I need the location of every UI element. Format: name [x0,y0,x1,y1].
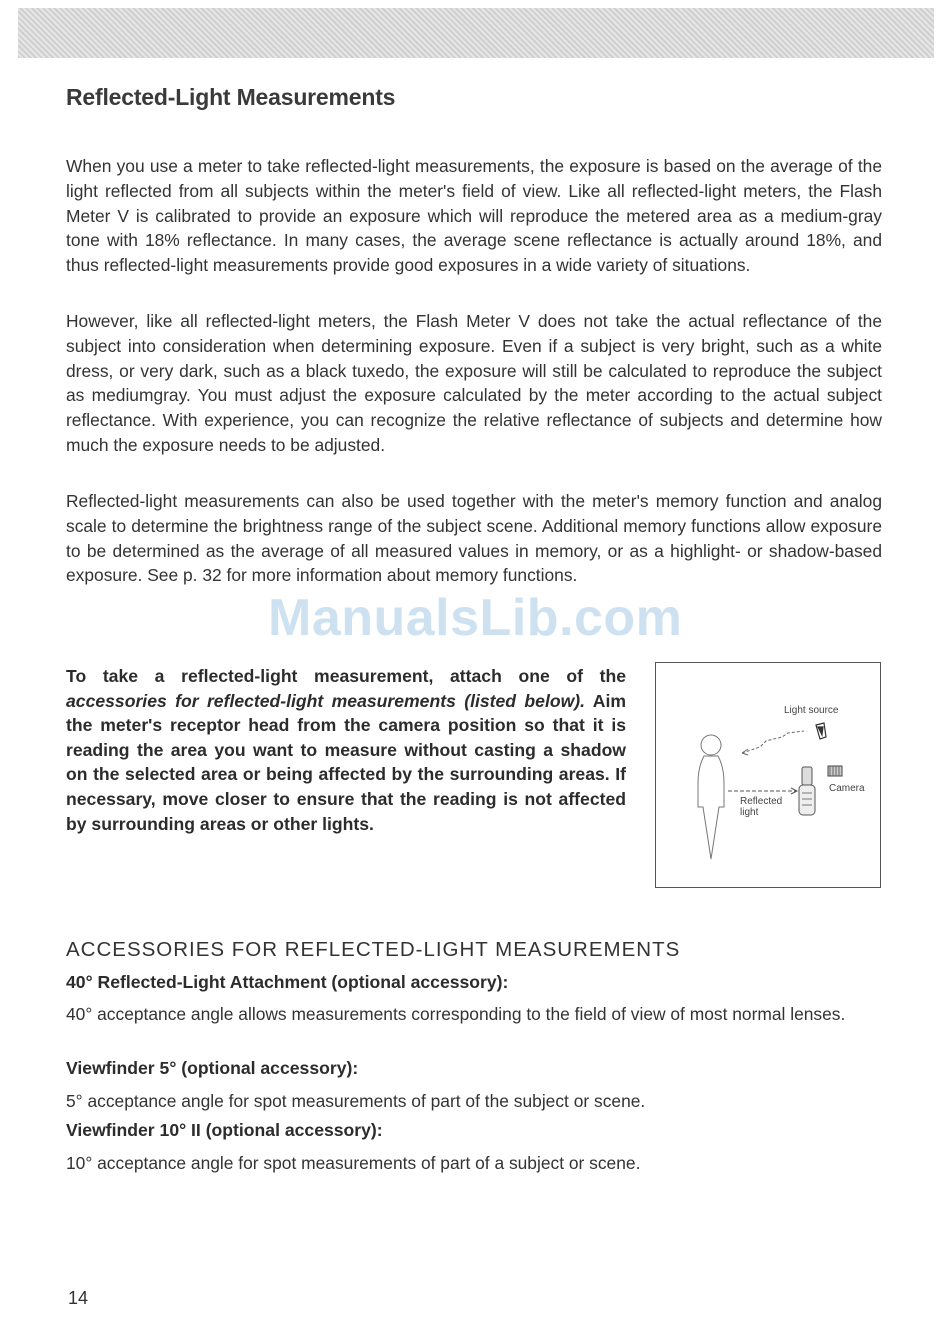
instructions-paragraph [66,664,626,836]
reflected-arrow-icon [728,788,797,794]
instructions-text-3: Aim the meter's receptor head from the camera position so that it is reading the area you want to measure without casting a shadow on the selected area or being affected by the surrounding areas. If necessary, move closer to ensure that the reading is not affected by surrounding areas or other lights. [66,690,626,834]
camera-icon [828,766,842,776]
light-source-label: Light source [784,705,839,716]
instructions-text-2: accessories for reflected-light measurements (listed below). [66,690,586,711]
light-beam-icon [742,731,804,755]
measurement-diagram [655,662,881,888]
accessory-title: Viewfinder 10° II (optional accessory): [66,1120,383,1140]
reflected-light-label: Reflected light [740,796,783,818]
accessories-heading: ACCESSORIES FOR REFLECTED-LIGHT MEASUREMENTS [66,938,681,961]
subject-figure-icon [698,735,724,859]
diagram-illustration [656,663,882,889]
page-title: Reflected-Light Measurements [66,84,396,110]
accessory-title: Viewfinder 5° (optional accessory): [66,1058,359,1078]
accessory-title: 40° Reflected-Light Attachment (optional accessory): [66,972,509,992]
header-band [18,8,934,58]
intro-paragraph-3: Reflected-light measurements can also be used together with the meter's memory function and analog scale to determine the brightness range of the subject scene. Additional memory functions allow exposure to be determined as the average of all measured values in memory, or as a highlight- or shadow-based exposure. See p. 32 for more information about memory functions. [66,491,882,586]
instructions-text-1: To take a reflected-light measurement, attach one of the [66,666,626,686]
meter-in-hand-icon [799,767,815,815]
watermark: ManualsLib.com [268,589,683,647]
accessory-description: 10° acceptance angle for spot measurements of part of a subject or scene. [66,1153,641,1173]
intro-paragraph-1: When you use a meter to take reflected-light measurements, the exposure is based on the average of the light reflected from all subjects within the meter's field of view. Like all reflected-light meters, the Flash Meter V is calibrated to provide an exposure which will reproduce the metered area as a medium-gray tone with 18% reflectance. In many cases, the average scene reflectance is actually around 18%, and thus reflected-light measurements provide good exposures in a wide variety of situations. [66,156,882,276]
flash-icon [816,723,826,739]
accessory-description: 5° acceptance angle for spot measurements of part of the subject or scene. [66,1091,646,1111]
intro-paragraph-2: However, like all reflected-light meters, the Flash Meter V does not take the actual reflectance of the subject into consideration when determining exposure. Even if a subject is very bright, such as a white dress, or very dark, such as a black tuxedo, the exposure will still be calculated to reproduce the subject as mediumgray. You must adjust the exposure calculated by the meter according to the actual subject reflectance. With experience, you can recognize the relative reflectance of subjects and determine how much the exposure needs to be adjusted. [66,311,882,455]
page-number: 14 [68,1288,89,1308]
accessory-description: 40° acceptance angle allows measurements corresponding to the field of view of most normal lenses. [66,1004,846,1024]
camera-label: Camera [829,783,865,794]
